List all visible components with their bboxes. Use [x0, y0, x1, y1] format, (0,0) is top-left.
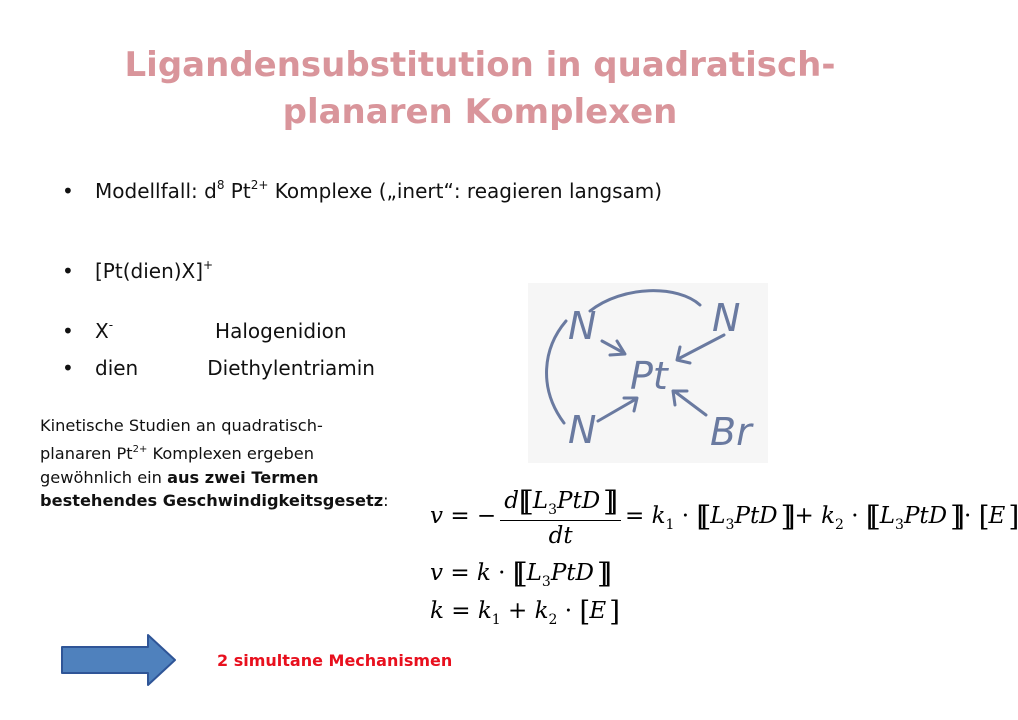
- bullet-dot: •: [62, 179, 74, 203]
- right-arrow-icon: [60, 633, 178, 687]
- bullet-model-case: • Modellfall: $d^8$ $Pt^{2+}$ Komplexe („inert“: reagieren langsam): [62, 178, 663, 203]
- bullet-dot: •: [62, 356, 74, 380]
- sketch-label-pt: Pt: [630, 354, 668, 398]
- sketch-label-n3: N: [568, 408, 597, 452]
- bullet-dien: • dien Diethylentriamin: [62, 356, 375, 380]
- rate-constant-equation: $k = k_1 + k_2$ · [ E ]: [430, 595, 614, 628]
- rate-law-equation-2: v = k · [[ $L_3PtD$ ]]: [430, 557, 605, 590]
- pt-complex-sketch: [528, 283, 768, 463]
- sketch-label-n1: N: [568, 304, 597, 348]
- bullet-halide: • X- Halogenidion: [62, 318, 347, 343]
- mechanisms-label: 2 simultane Mechanismen: [217, 651, 453, 670]
- kinetics-note: Kinetische Studien an quadratisch-planaren $Pt^{2+}$ Komplexen ergeben gewöhnlich ein aus zwei Termen bestehendes Geschwindigkeitsgesetz:: [40, 416, 389, 511]
- rate-law-equation-1: v = − $\frac{d[[ L_3PtD ]]}{dt}$ = $k_1$ · [[ $L_3PtD$ ]] + $k_2$ · [[ $L_3PtD$ ]] · [ E ]: [430, 485, 1013, 549]
- sketch-label-n2: N: [712, 296, 741, 340]
- sketch-label-br: Br: [710, 410, 752, 454]
- bullet-complex-formula: • [Pt(dien)X]+: [62, 258, 214, 283]
- bullet-dot: •: [62, 259, 74, 283]
- page-title: Ligandensubstitution in quadratisch-planaren Komplexen: [124, 45, 836, 132]
- bullet-dot: •: [62, 319, 74, 343]
